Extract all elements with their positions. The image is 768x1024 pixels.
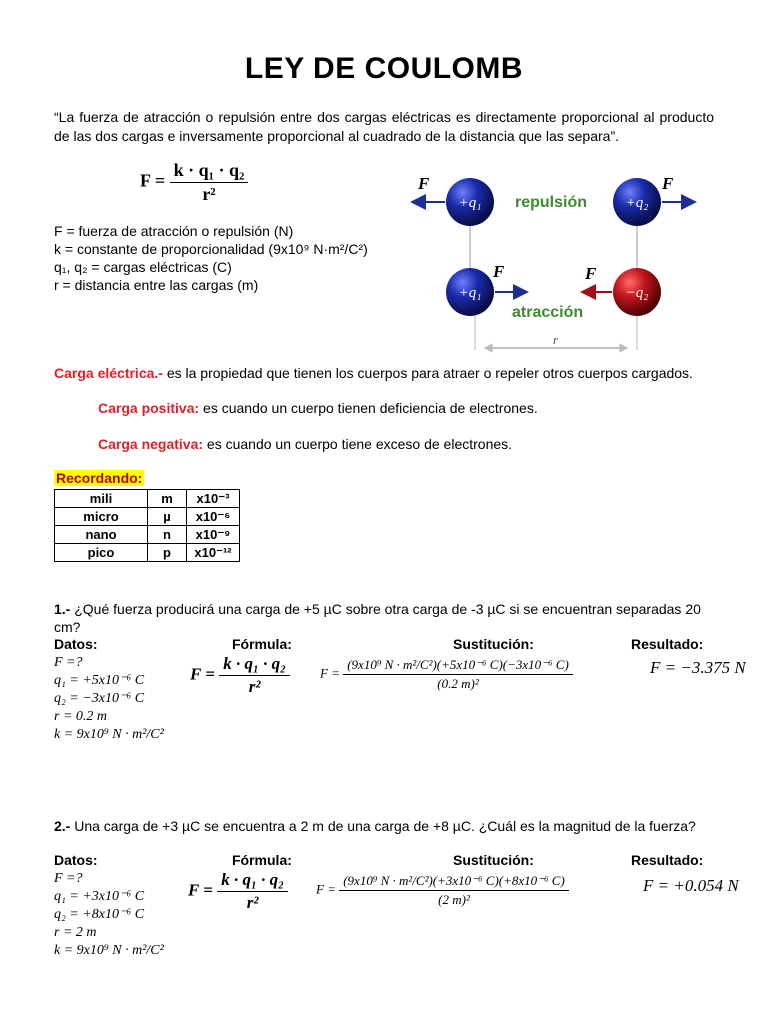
carga-positiva-text: es cuando un cuerpo tienen deficiencia de electrones. — [199, 400, 538, 416]
units-table — [54, 489, 240, 562]
repulsion-label: repulsión — [515, 194, 588, 211]
dato-r: r = 2 m — [54, 925, 97, 940]
problem-2-text: Una carga de +3 µC se encuentra a 2 m de una carga de +8 µC. ¿Cuál es la magnitud de la fuerza? — [70, 818, 696, 834]
sustitucion-header-2: Sustitución: — [453, 852, 534, 868]
substitution-denominator: (0.2 m)² — [437, 676, 479, 691]
formula-lhs: F = — [140, 170, 166, 191]
definition-k: k = constante de proporcionalidad (9x10⁹ N·m²/C²) — [54, 241, 368, 257]
problem-2-substitution: F = $\frac{\text{(9x10⁹ N · m²/C²)(+3x10⁻⁶ C)(+8x10⁻⁶ C)}}{\text{(2 m)²}}$ — [316, 873, 569, 908]
carga-positiva-term: Carga positiva: — [98, 400, 200, 416]
prefix-symbol: m — [148, 490, 187, 508]
carga-positiva-paragraph — [98, 400, 538, 416]
problem-2-datos — [54, 870, 164, 960]
definition-f: F = fuerza de atracción o repulsión (N) — [54, 223, 294, 239]
substitution-numerator: (9x10⁹ N · m²/C²)(+3x10⁻⁶ C)(+8x10⁻⁶ C) — [339, 873, 569, 891]
dato-q1: q₁ = +3x10⁻⁶ C — [54, 889, 145, 904]
sustitucion-header-1: Sustitución: — [453, 636, 534, 652]
problem-2-formula — [188, 870, 288, 913]
formula-numerator: k · q₁ · q₂ — [170, 160, 249, 183]
force-label-3: F — [493, 262, 505, 281]
carga-electrica-text: es la propiedad que tienen los cuerpos para atraer o repeler otros cuerpos cargados. — [162, 365, 693, 381]
definition-r: r = distancia entre las cargas (m) — [54, 277, 259, 293]
formula-numerator: k · q₁ · q₂ — [217, 870, 288, 892]
prefix-name: nano — [55, 526, 148, 544]
problem-2-question — [54, 817, 714, 835]
page-title: LEY DE COULOMB — [244, 52, 524, 85]
variable-definitions — [54, 222, 368, 294]
problem-1-datos — [54, 654, 164, 744]
coulomb-diagram — [400, 165, 720, 360]
law-quote: “La fuerza de atracción o repulsión entre dos cargas eléctricas es directamente proporcional al producto de las dos cargas e inversamente proporcional al cuadrado de la distancia que las separa”. — [54, 109, 714, 144]
dato-f: F =? — [54, 871, 83, 886]
problem-1-text: ¿Qué fuerza producirá una carga de +5 µC sobre otra carga de -3 µC si se encuentran separadas 20 cm? — [54, 601, 701, 635]
formula-denominator: r² — [248, 677, 261, 696]
prefix-name: mili — [55, 490, 148, 508]
formula-denominator: r² — [202, 184, 216, 204]
dato-q2: q₂ = +8x10⁻⁶ C — [54, 907, 145, 922]
problem-1-number: 1.- — [54, 601, 71, 617]
problem-1-substitution: F = $\frac{\text{(9x10⁹ N · m²/C²)(+5x10⁻⁶ C)(−3x10⁻⁶ C)}}{\text{(0.2 m)²}}$ — [320, 657, 573, 692]
substitution-denominator: (2 m)² — [438, 892, 470, 907]
prefix-factor: x10⁻¹² — [187, 544, 240, 562]
prefix-symbol: n — [148, 526, 187, 544]
problem-1-result: F = −3.375 N — [650, 658, 746, 677]
recordando-label: Recordando: — [56, 470, 143, 486]
carga-negativa-paragraph — [98, 436, 512, 452]
force-label-4: F — [585, 264, 597, 283]
sphere-label-neg-q2: −q₂ — [625, 285, 649, 301]
dato-k: k = 9x10⁹ N · m²/C² — [54, 943, 164, 958]
dato-r: r = 0.2 m — [54, 709, 108, 724]
table-row — [55, 490, 240, 508]
problem-2-result: F = +0.054 N — [643, 876, 739, 895]
prefix-factor: x10⁻⁶ — [187, 508, 240, 526]
force-label-2: F — [662, 174, 674, 193]
sphere-label-q1-bottom: +q₁ — [458, 285, 482, 301]
distance-label: r — [553, 332, 559, 347]
resultado-header-1: Resultado: — [631, 636, 704, 652]
table-row — [55, 526, 240, 544]
datos-header-1: Datos: — [54, 636, 98, 652]
force-label-1: F — [418, 174, 430, 193]
carga-negativa-text: es cuando un cuerpo tiene exceso de electrones. — [203, 436, 513, 452]
problem-2-number: 2.- — [54, 818, 71, 834]
formula-numerator: k · q₁ · q₂ — [219, 654, 290, 676]
carga-electrica-term: Carga eléctrica.- — [54, 365, 163, 381]
prefix-name: pico — [55, 544, 148, 562]
problem-1-formula — [190, 654, 290, 697]
prefix-factor: x10⁻⁹ — [187, 526, 240, 544]
definition-q: q₁, q₂ = cargas eléctricas (C) — [54, 259, 232, 275]
prefix-name: micro — [55, 508, 148, 526]
resultado-header-2: Resultado: — [631, 852, 704, 868]
substitution-numerator: (9x10⁹ N · m²/C²)(+5x10⁻⁶ C)(−3x10⁻⁶ C) — [343, 657, 573, 675]
carga-negativa-term: Carga negativa: — [98, 436, 204, 452]
formula-fraction — [170, 160, 249, 205]
sphere-label-q1-top: +q₁ — [458, 195, 482, 211]
prefix-factor: x10⁻³ — [187, 490, 240, 508]
dato-f: F =? — [54, 655, 83, 670]
formula-header-1: Fórmula: — [232, 636, 292, 652]
formula-denominator: r² — [246, 893, 259, 912]
dato-q2: q₂ = −3x10⁻⁶ C — [54, 691, 145, 706]
prefix-symbol: µ — [148, 508, 187, 526]
formula-lhs: F = — [190, 664, 215, 684]
problem-1-question — [54, 600, 714, 636]
formula-header-2: Fórmula: — [232, 852, 292, 868]
main-formula — [140, 160, 248, 205]
carga-electrica-paragraph — [54, 364, 714, 382]
table-row — [55, 544, 240, 562]
prefix-symbol: p — [148, 544, 187, 562]
table-row — [55, 508, 240, 526]
datos-header-2: Datos: — [54, 852, 98, 868]
formula-lhs: F = — [188, 880, 213, 900]
dato-q1: q₁ = +5x10⁻⁶ C — [54, 673, 145, 688]
sphere-label-q2-top: +q₂ — [625, 195, 649, 211]
dato-k: k = 9x10⁹ N · m²/C² — [54, 727, 164, 742]
attraction-label: atracción — [512, 304, 584, 321]
